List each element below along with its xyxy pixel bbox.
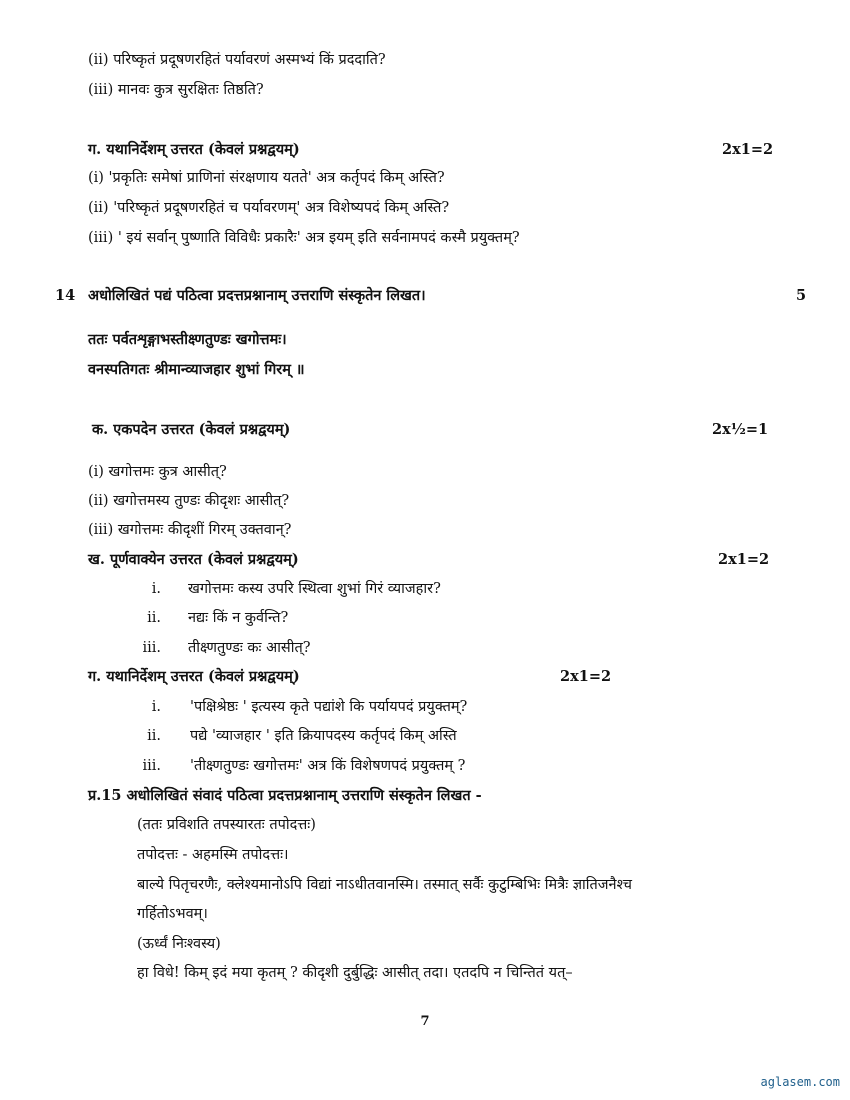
page-number: 7	[420, 1014, 430, 1029]
q14-marks: 5	[796, 287, 807, 304]
q14-kha-item-iii-text: तीक्ष्णतुण्डः कः आसीत्?	[188, 640, 311, 656]
q14-kha-item-ii-number: ii.	[147, 610, 161, 626]
q14-verse-line-1: ततः पर्वतशृङ्गाभस्तीक्ष्णतुण्डः खगोत्तमः।	[88, 331, 287, 348]
section-ga-prev-item-iii: (iii) ' इयं सर्वान् पुष्णाति विविधैः प्रकारैः' अत्र इयम् इति सर्वनामपदं कस्मै प्रयुक्तम्?	[88, 230, 520, 246]
q14-ka-item-iii: (iii) खगोत्तमः कीदृशीं गिरम् उक्तवान्?	[88, 522, 292, 538]
q14-ga-item-ii-number: ii.	[147, 728, 161, 744]
section-ga-prev-marks: 2x1=2	[722, 141, 774, 158]
q15-dialogue-line-2: बाल्ये पितृचरणैः, क्लेश्यमानोऽपि विद्यां नाऽधीतवानस्मि। तस्मात् सर्वैः कुटुम्बिभिः मित्रैः ज्ञातिजनैश्च	[137, 877, 632, 893]
q14-verse-line-2: वनस्पतिगतः श्रीमान्व्याजहार शुभां गिरम् ॥	[88, 361, 305, 378]
section-ga-prev-heading: ग. यथानिर्देशम् उत्तरत (केवलं प्रश्नद्वयम्)	[88, 141, 300, 158]
q14-kha-marks: 2x1=2	[718, 551, 770, 568]
q14-ga-item-i-number: i.	[151, 699, 161, 715]
q15-dialogue-line-3: गर्हितोऽभवम्।	[137, 906, 208, 922]
q14-heading: अधोलिखितं पद्यं पठित्वा प्रदत्तप्रश्नानाम् उत्तराणि संस्कृतेन लिखत।	[88, 287, 426, 304]
q15-dialogue-line-4: हा विधे! किम् इदं मया कृतम् ? कीदृशी दुर्बुद्धिः आसीत् तदा। एतदपि न चिन्तितं यत्–	[137, 965, 573, 981]
top-question-iii: (iii) मानवः कुत्र सुरक्षितः तिष्ठति?	[88, 82, 264, 98]
q14-ga-item-i-text: 'पक्षिश्रेष्ठः ' इत्यस्य कृते पद्यांशे कि पर्यायपदं प्रयुक्तम्?	[190, 699, 468, 715]
q15-heading: प्र.15 अधोलिखितं संवादं पठित्वा प्रदत्तप्रश्नानाम् उत्तराणि संस्कृतेन लिखत -	[88, 787, 482, 804]
section-ga-prev-item-ii: (ii) 'परिष्कृतं प्रदूषणरहितं च पर्यावरणम्' अत्र विशेष्यपदं किम् अस्ति?	[88, 200, 450, 216]
q14-kha-item-i-text: खगोत्तमः कस्य उपरि स्थित्वा शुभां गिरं व्याजहार?	[188, 581, 441, 597]
q14-number: 14	[55, 287, 76, 304]
q14-ka-item-i: (i) खगोत्तमः कुत्र आसीत्?	[88, 464, 227, 480]
q15-dialogue-line-1: तपोदत्तः - अहमस्मि तपोदत्तः।	[137, 847, 289, 863]
q14-ka-heading: क. एकपदेन उत्तरत (केवलं प्रश्नद्वयम्)	[92, 421, 291, 438]
q14-ka-marks: 2x½=1	[712, 421, 769, 438]
q15-stage-direction: (ततः प्रविशति तपस्यारतः तपोदत्तः)	[137, 817, 316, 833]
q14-kha-heading: ख. पूर्णवाक्येन उत्तरत (केवलं प्रश्नद्वयम्)	[88, 551, 299, 568]
q14-ka-item-ii: (ii) खगोत्तमस्य तुण्डः कीदृशः आसीत्?	[88, 493, 290, 509]
q14-kha-item-ii-text: नद्यः किं न कुर्वन्ति?	[188, 610, 289, 626]
watermark-link[interactable]: aglasem.com	[760, 1075, 840, 1089]
q14-ga-marks: 2x1=2	[560, 668, 612, 685]
q14-ga-item-iii-text: 'तीक्ष्णतुण्डः खगोत्तमः' अत्र किं विशेषणपदं प्रयुक्तम् ?	[190, 758, 466, 774]
q15-stage-direction-2: (ऊर्ध्वं निःश्वस्य)	[137, 936, 221, 952]
q14-ga-heading: ग. यथानिर्देशम् उत्तरत (केवलं प्रश्नद्वयम्)	[88, 668, 300, 685]
top-question-ii: (ii) परिष्कृतं प्रदूषणरहितं पर्यावरणं अस्मभ्यं किं प्रददाति?	[88, 52, 386, 68]
section-ga-prev-item-i: (i) 'प्रकृतिः समेषां प्राणिनां संरक्षणाय यतते' अत्र कर्तृपदं किम् अस्ति?	[88, 170, 445, 186]
q14-kha-item-iii-number: iii.	[142, 640, 161, 656]
q14-ga-item-iii-number: iii.	[142, 758, 161, 774]
q14-kha-item-i-number: i.	[151, 581, 161, 597]
q14-ga-item-ii-text: पद्ये 'व्याजहार ' इति क्रियापदस्य कर्तृपदं किम् अस्ति	[190, 728, 457, 744]
